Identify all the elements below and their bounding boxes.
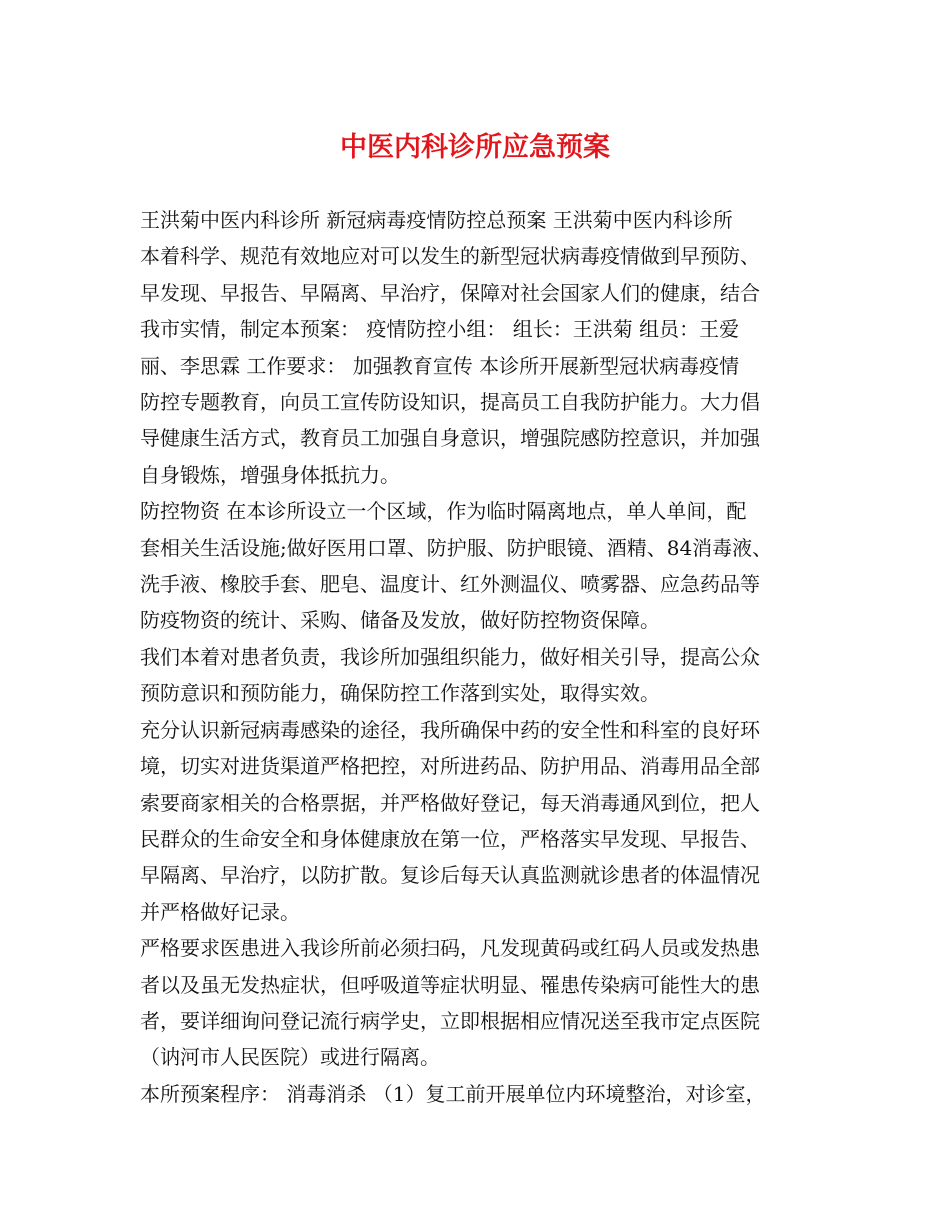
- text-line: 王洪菊中医内科诊所 新冠病毒疫情防控总预案 王洪菊中医内科诊所: [140, 208, 733, 232]
- text-line: 导健康生活方式，教育员工加强自身意识，增强院感防控意识，并加强: [140, 426, 760, 451]
- text-line: 防疫物资的统计、采购、储备及发放，做好防控物资保障。: [140, 608, 660, 633]
- text-line: 严格要求医患进入我诊所前必须扫码，凡发现黄码或红码人员或发热患: [140, 936, 760, 961]
- text-line: 自身锻炼，增强身体抵抗力。: [140, 462, 400, 487]
- text-line: 者，要详细询问登记流行病学史，立即根据相应情况送至我市定点医院: [140, 1008, 760, 1033]
- text-line: 早发现、早报告、早隔离、早治疗，保障对社会国家人们的健康，结合: [140, 280, 760, 305]
- text-line: 丽、李思霖 工作要求： 加强教育宣传 本诊所开展新型冠状病毒疫情: [140, 353, 740, 378]
- text-line: 本所预案程序： 消毒消杀 （1）复工前开展单位内环境整治，对诊室，: [140, 1081, 766, 1106]
- text-line: 防控物资 在本诊所设立一个区域，作为临时隔离地点，单人单间，配: [140, 499, 747, 524]
- body-paragraph: [140, 493, 826, 639]
- body-paragraph: [140, 639, 826, 712]
- text-line: 境，切实对进货渠道严格把控，对所进药品、防护用品、消毒用品全部: [140, 754, 760, 779]
- text-line: 索要商家相关的合格票据，并严格做好登记，每天消毒通风到位，把人: [140, 790, 760, 815]
- text-line: 者以及虽无发热症状，但呼吸道等症状明显、罹患传染病可能性大的患: [140, 972, 760, 997]
- document-body: [140, 202, 826, 1112]
- text-line: 洗手液、橡胶手套、肥皂、温度计、红外测温仪、喷雾器、应急药品等: [140, 572, 760, 597]
- text-line: 民群众的生命安全和身体健康放在第一位，严格落实早发现、早报告、: [140, 826, 760, 851]
- text-line: 预防意识和预防能力，确保防控工作落到实处，取得实效。: [140, 681, 660, 706]
- body-paragraph: [140, 202, 826, 493]
- text-line: 并严格做好记录。: [140, 899, 300, 924]
- document-title: 中医内科诊所应急预案: [340, 132, 610, 163]
- body-paragraph: [140, 930, 826, 1076]
- body-paragraph: [140, 712, 826, 930]
- text-line: 我市实情，制定本预案： 疫情防控小组： 组长：王洪菊 组员：王爱: [140, 317, 740, 342]
- text-line: 防控专题教育，向员工宣传防设知识，提高员工自我防护能力。大力倡: [140, 390, 760, 415]
- body-paragraph: [140, 1076, 826, 1112]
- text-line: 本着科学、规范有效地应对可以发生的新型冠状病毒疫情做到早预防、: [140, 244, 760, 269]
- text-line: 早隔离、早治疗，以防扩散。复诊后每天认真监测就诊患者的体温情况: [140, 863, 760, 888]
- text-line: （讷河市人民医院）或进行隔离。: [140, 1045, 440, 1070]
- text-line: 套相关生活设施;做好医用口罩、防护服、防护眼镜、酒精、84消毒液、: [140, 535, 773, 560]
- text-line: 我们本着对患者负责，我诊所加强组织能力，做好相关引导，提高公众: [140, 644, 760, 669]
- text-line: 充分认识新冠病毒感染的途径，我所确保中药的安全性和科室的良好环: [140, 717, 760, 742]
